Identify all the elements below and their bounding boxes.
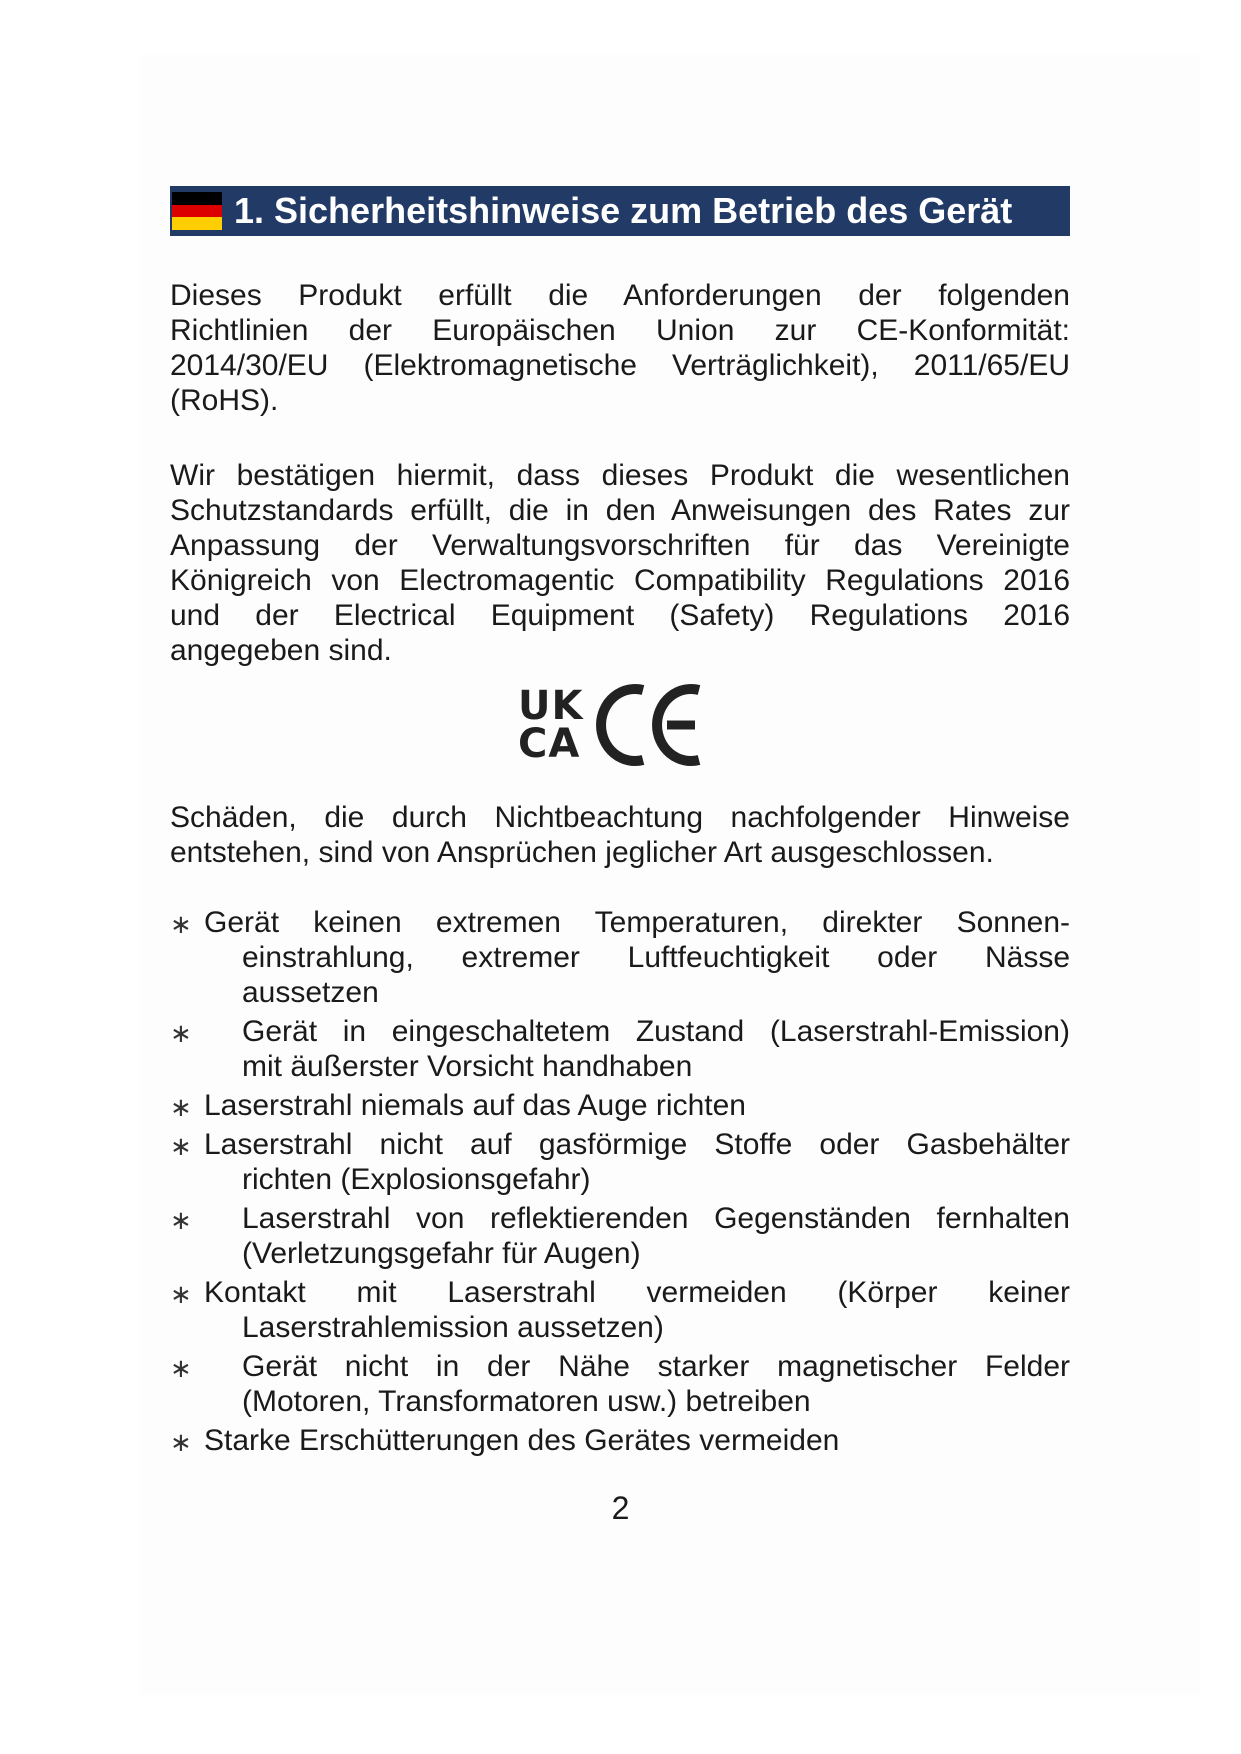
flag-stripe-gold (172, 217, 222, 230)
bullet-line: Laserstrahl niemals auf das Auge richten (204, 1089, 746, 1122)
bullet-line: Laserstrahl von reflektierenden Gegenständen fernhalten (242, 1202, 1070, 1235)
intro-line: 2014/30/EU (Elektromagnetische Verträglichkeit), 2011/65/EU (170, 349, 1070, 382)
bullet-star-icon: ∗ (170, 1205, 192, 1235)
page-number: 2 (611, 1490, 630, 1526)
confirmation-line: angegeben sind. (170, 634, 392, 667)
list-item (170, 1014, 1070, 1084)
list-item (170, 905, 1070, 1010)
bullet-line: Gerät nicht in der Nähe starker magnetischer Felder (242, 1350, 1070, 1383)
bullet-line: Starke Erschütterungen des Gerätes vermeiden (204, 1424, 840, 1457)
ukca-ce-conformity-icon (518, 682, 728, 768)
ukca-mark-top: UK (518, 683, 584, 729)
bullet-line: (Verletzungsgefahr für Augen) (242, 1237, 641, 1270)
bullet-star-icon: ∗ (170, 1427, 192, 1457)
confirmation-line: Königreich von Electromagentic Compatibility Regulations 2016 (170, 564, 1070, 597)
bullet-line: einstrahlung, extremer Luftfeuchtigkeit oder Nässe (242, 941, 1070, 974)
bullet-star-icon: ∗ (170, 909, 192, 939)
bullet-star-icon: ∗ (170, 1092, 192, 1122)
bullet-star-icon: ∗ (170, 1279, 192, 1309)
list-item (170, 1349, 1070, 1419)
disclaimer-line: Schäden, die durch Nichtbeachtung nachfolgender Hinweise (170, 801, 1070, 834)
confirmation-line: Wir bestätigen hiermit, dass dieses Produkt die wesentlichen (170, 459, 1070, 492)
list-item (170, 1275, 1070, 1345)
bullet-line: Kontakt mit Laserstrahl vermeiden (Körper keiner (204, 1276, 1070, 1309)
confirmation-paragraph (170, 458, 1070, 668)
section-title: 1. Sicherheitshinweise zum Betrieb des Gerät (234, 190, 1013, 231)
confirmation-line: Anpassung der Verwaltungsvorschriften für das Vereinigte (170, 529, 1070, 562)
safety-bullet-list (170, 905, 1070, 1462)
bullet-line: aussetzen (242, 976, 379, 1009)
section-heading (170, 186, 1070, 236)
flag-stripe-black (172, 192, 222, 205)
bullet-line: Laserstrahl nicht auf gasförmige Stoffe oder Gasbehälter (204, 1128, 1070, 1161)
bullet-star-icon: ∗ (170, 1353, 192, 1383)
ce-mark-icon (595, 682, 705, 768)
german-flag-icon (172, 192, 222, 230)
bullet-star-icon: ∗ (170, 1018, 192, 1048)
list-item (170, 1201, 1070, 1271)
list-item (170, 1127, 1070, 1197)
intro-line: (RoHS). (170, 384, 279, 417)
flag-stripe-red (172, 205, 222, 218)
ukca-mark-bottom: CA (518, 721, 581, 767)
confirmation-line: und der Electrical Equipment (Safety) Regulations 2016 (170, 599, 1070, 632)
intro-line: Richtlinien der Europäischen Union zur CE-Konformität: (170, 314, 1070, 347)
list-item (170, 1088, 1070, 1123)
confirmation-line: Schutzstandards erfüllt, die in den Anweisungen des Rates zur (170, 494, 1070, 527)
ukca-mark (518, 683, 584, 767)
list-item (170, 1423, 1070, 1458)
bullet-line: Gerät in eingeschaltetem Zustand (Laserstrahl-Emission) (242, 1015, 1070, 1048)
bullet-line: Laserstrahlemission aussetzen) (242, 1311, 664, 1344)
bullet-line: Gerät keinen extremen Temperaturen, direkter Sonnen- (204, 906, 1070, 939)
disclaimer-paragraph (170, 800, 1070, 870)
bullet-line: richten (Explosionsgefahr) (242, 1163, 591, 1196)
intro-line: Dieses Produkt erfüllt die Anforderungen der folgenden (170, 279, 1070, 312)
intro-paragraph (170, 278, 1070, 418)
bullet-line: mit äußerster Vorsicht handhaben (242, 1050, 693, 1083)
disclaimer-line: entstehen, sind von Ansprüchen jeglicher Art ausgeschlossen. (170, 836, 994, 869)
bullet-line: (Motoren, Transformatoren usw.) betreiben (242, 1385, 811, 1418)
bullet-star-icon: ∗ (170, 1131, 192, 1161)
